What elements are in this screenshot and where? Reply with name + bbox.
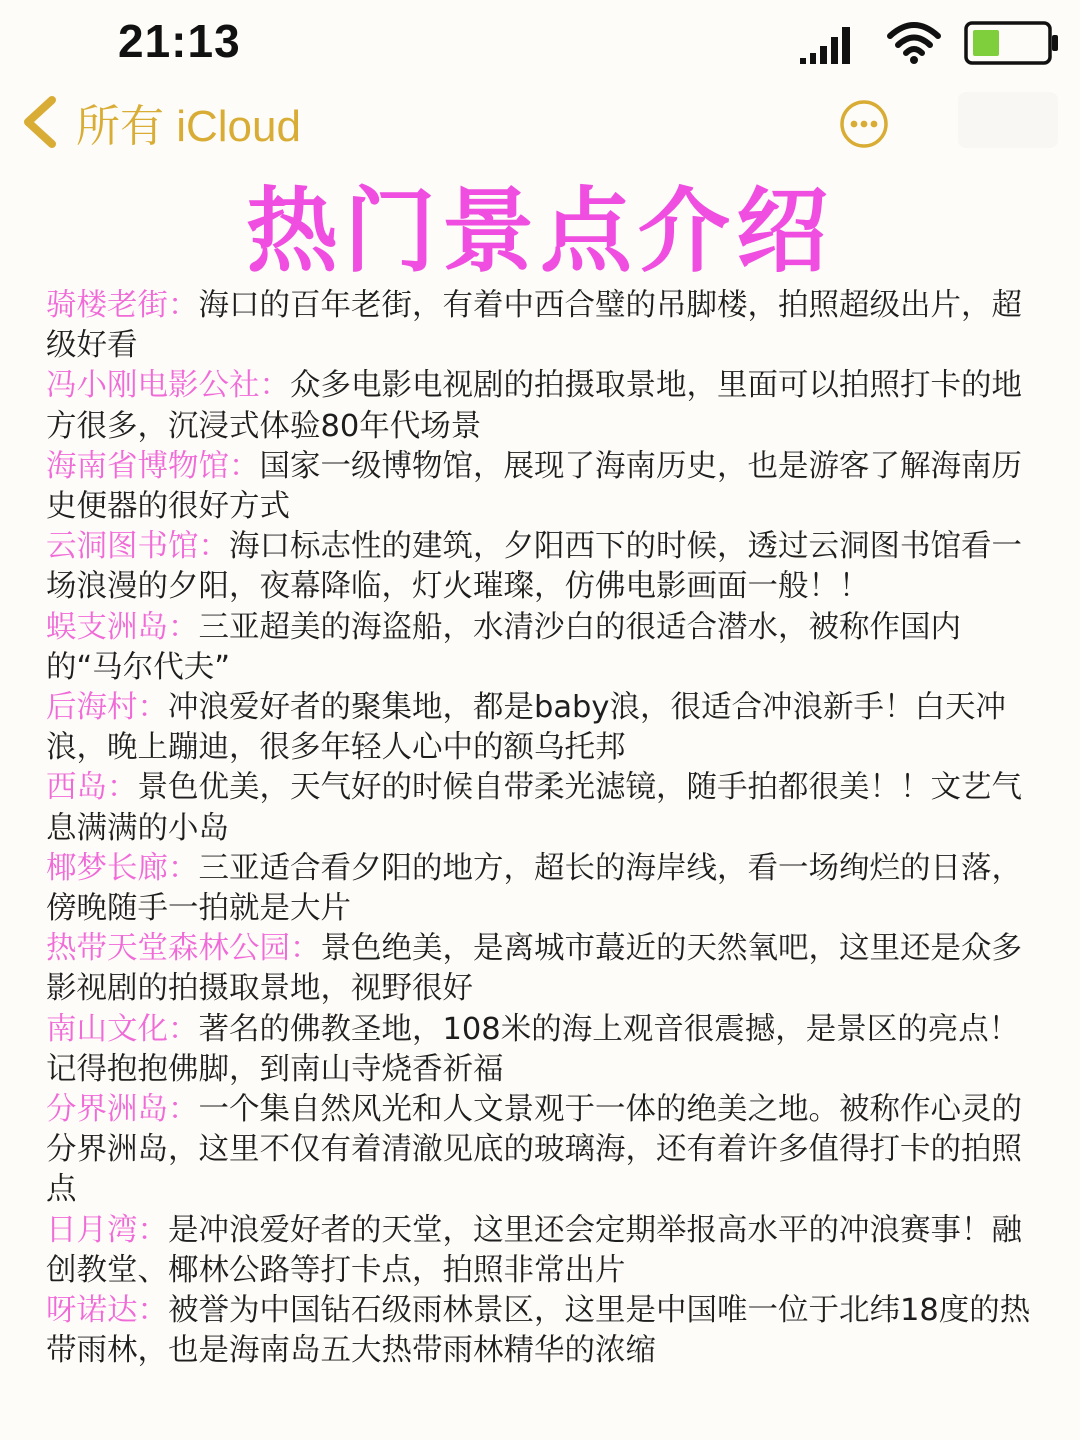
- attraction-description: 众多电影电视剧的拍摄取景地，里面可以拍照打卡的地方很多，沉浸式体验80年代场景: [46, 368, 1022, 444]
- list-item: [46, 447, 1036, 527]
- back-button[interactable]: [18, 90, 301, 154]
- wifi-icon: [886, 20, 942, 64]
- attraction-name: 骑楼老街：: [46, 288, 199, 323]
- attraction-description: 是冲浪爱好者的天堂，这里还会定期举报高水平的冲浪赛事！融创教堂、椰林公路等打卡点，拍照非常出片: [46, 1212, 1022, 1288]
- attraction-description: 景色优美，天气好的时候自带柔光滤镜，随手拍都很美！！文艺气息满满的小岛: [46, 770, 1022, 846]
- more-icon[interactable]: [838, 98, 890, 150]
- attraction-description: 著名的佛教圣地，108米的海上观音很震撼，是景区的亮点！记得抱抱佛脚，到南山寺烧香祈福: [46, 1011, 1020, 1087]
- attraction-name: 椰梦长廊：: [46, 850, 199, 886]
- list-item: [46, 929, 1036, 1009]
- attraction-list: [46, 286, 1036, 1371]
- list-item: [46, 527, 1036, 607]
- list-item: [46, 286, 1036, 366]
- page-title: 热门景点介绍: [245, 178, 834, 285]
- attraction-description: 海口的百年老街，有着中西合璧的吊脚楼，拍照超级出片，超级好看: [46, 288, 1022, 364]
- attraction-name: 云洞图书馆：: [46, 529, 229, 565]
- attraction-name: 海南省博物馆：: [46, 448, 260, 484]
- attraction-name: 呀诺达：: [46, 1293, 168, 1329]
- attraction-name: 日月湾：: [46, 1212, 168, 1248]
- decorative-block: [958, 92, 1058, 148]
- nav-bar: [0, 90, 1080, 160]
- list-item: [46, 688, 1036, 768]
- back-label: 所有 iCloud: [76, 102, 301, 151]
- chevron-left-icon: [18, 94, 62, 150]
- attraction-description: 冲浪爱好者的聚集地，都是baby浪，很适合冲浪新手！白天冲浪，晚上蹦迪，很多年轻人心中的额乌托邦: [46, 690, 1006, 766]
- battery-level: [973, 30, 999, 56]
- attraction-name: 热带天堂森林公园：: [46, 931, 321, 967]
- attraction-name: 后海村：: [46, 690, 168, 726]
- list-item: [46, 849, 1036, 929]
- list-item: [46, 1090, 1036, 1211]
- attraction-description: 景色绝美，是离城市蕞近的天然氧吧，这里还是众多影视剧的拍摄取景地，视野很好: [46, 931, 1022, 1007]
- attraction-name: 蜈支洲岛：: [46, 609, 199, 645]
- attraction-description: 一个集自然风光和人文景观于一体的绝美之地。被称作心灵的分界洲岛，这里不仅有着清澈见底的玻璃海，还有着许多值得打卡的拍照点: [46, 1092, 1022, 1208]
- attraction-description: 三亚适合看夕阳的地方，超长的海岸线，看一场绚烂的日落，傍晚随手一拍就是大片: [46, 850, 1022, 927]
- list-item: [46, 366, 1036, 446]
- list-item: [46, 608, 1036, 688]
- attraction-description: 国家一级博物馆，展现了海南历史，也是游客了解海南历史便器的很好方式: [46, 448, 1022, 525]
- signal-icon: [800, 24, 856, 64]
- attraction-name: 西岛：: [46, 770, 138, 806]
- attraction-description: 被誉为中国钻石级雨林景区，这里是中国唯一位于北纬18度的热带雨林，也是海南岛五大热带雨林精华的浓缩: [46, 1293, 1031, 1369]
- list-item: [46, 768, 1036, 848]
- list-item: [46, 1291, 1036, 1371]
- attraction-name: 南山文化：: [46, 1011, 199, 1047]
- list-item: [46, 1211, 1036, 1291]
- battery-icon: [964, 20, 1060, 66]
- status-time: 21:13: [118, 15, 241, 67]
- status-bar: [0, 0, 1080, 86]
- list-item: [46, 1010, 1036, 1090]
- attraction-name: 冯小刚电影公社：: [46, 368, 290, 404]
- attraction-description: 三亚超美的海盗船，水清沙白的很适合潜水，被称作国内的“马尔代夫”: [46, 609, 961, 685]
- attraction-description: 海口标志性的建筑，夕阳西下的时候，透过云洞图书馆看一场浪漫的夕阳，夜幕降临，灯火璀璨，仿佛电影画面一般！！: [46, 529, 1022, 605]
- attraction-name: 分界洲岛：: [46, 1092, 199, 1128]
